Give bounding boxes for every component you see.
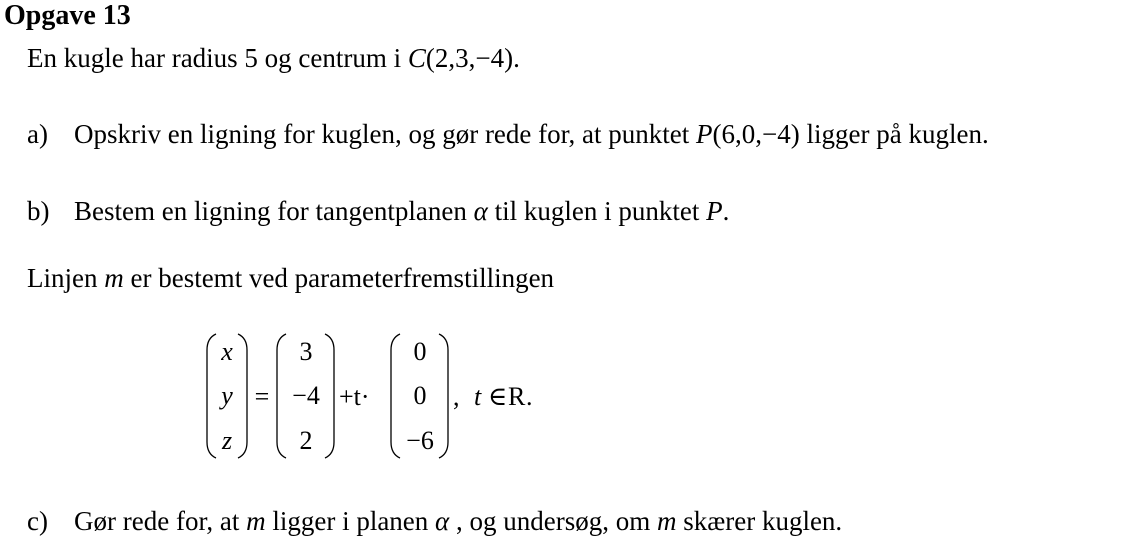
intro-text: En kugle har radius 5 og centrum i — [27, 43, 408, 73]
question-c-middle-1: ligger i planen — [265, 506, 436, 536]
lhs-right-bracket — [238, 334, 247, 458]
question-a-tail: ligger på kuglen. — [799, 119, 989, 149]
lhs-entry-x: x — [221, 337, 233, 366]
lhs-left-bracket — [207, 334, 216, 458]
question-c-tail: skærer kuglen. — [676, 506, 843, 536]
question-b-label: b) — [27, 196, 50, 226]
lhs-entry-y: y — [221, 381, 233, 410]
line-intro-text: Linjen — [27, 263, 105, 293]
center-letter: C — [407, 43, 426, 73]
point-entry-1: 3 — [299, 337, 313, 366]
point-p-letter: P — [706, 196, 723, 226]
point-p-coordinates: (6,0,−4) — [712, 119, 800, 149]
question-c-middle-2: , og undersøg, om — [449, 506, 657, 536]
question-b-text: Bestem en ligning for tangentplanen — [74, 196, 474, 226]
direction-right-bracket — [439, 334, 448, 458]
direction-entry-3: −6 — [406, 426, 434, 455]
direction-entry-2: 0 — [413, 381, 427, 410]
question-c — [27, 504, 842, 538]
equals-sign: = — [254, 382, 270, 411]
question-a — [27, 117, 989, 151]
point-p-letter: P — [696, 119, 713, 149]
parametric-equation-svg — [0, 330, 1135, 465]
point-entry-2: −4 — [292, 381, 320, 410]
line-m-letter-2: m — [656, 506, 677, 536]
center-coordinates: (2,3,−4) — [425, 43, 514, 73]
point-right-bracket — [325, 334, 334, 458]
point-left-bracket — [277, 334, 286, 458]
question-c-label: c) — [27, 506, 48, 536]
question-b-middle: til kuglen i punktet — [487, 196, 707, 226]
lhs-entry-z: z — [221, 426, 233, 455]
intro-period: . — [513, 43, 520, 73]
alpha-symbol: α — [473, 196, 488, 226]
line-intro — [27, 261, 554, 295]
question-b-tail: . — [722, 196, 730, 226]
line-m-letter: m — [104, 263, 124, 293]
question-c-text: Gør rede for, at — [74, 506, 247, 536]
comma: , — [453, 382, 460, 411]
plus-t-dot: +t· — [339, 382, 370, 411]
line-intro-tail: er bestemt ved parameterfremstillingen — [123, 263, 555, 293]
direction-entry-1: 0 — [413, 337, 427, 366]
equation-period: . — [526, 382, 533, 411]
line-m-letter: m — [246, 506, 266, 536]
parametric-equation — [0, 330, 1135, 465]
exercise-title: Opgave 13 — [4, 0, 131, 31]
question-a-text: Opskriv en ligning for kuglen, og gør rede for, at punktet — [74, 119, 697, 149]
real-numbers-symbol: R — [508, 382, 526, 411]
point-entry-3: 2 — [299, 426, 313, 455]
direction-left-bracket — [391, 334, 400, 458]
intro-sentence — [27, 41, 520, 75]
question-a-label: a) — [27, 119, 48, 149]
param-t: t — [474, 382, 482, 411]
element-of-symbol: ∈ — [488, 382, 508, 411]
question-b — [27, 194, 729, 228]
alpha-symbol: α — [435, 506, 450, 536]
